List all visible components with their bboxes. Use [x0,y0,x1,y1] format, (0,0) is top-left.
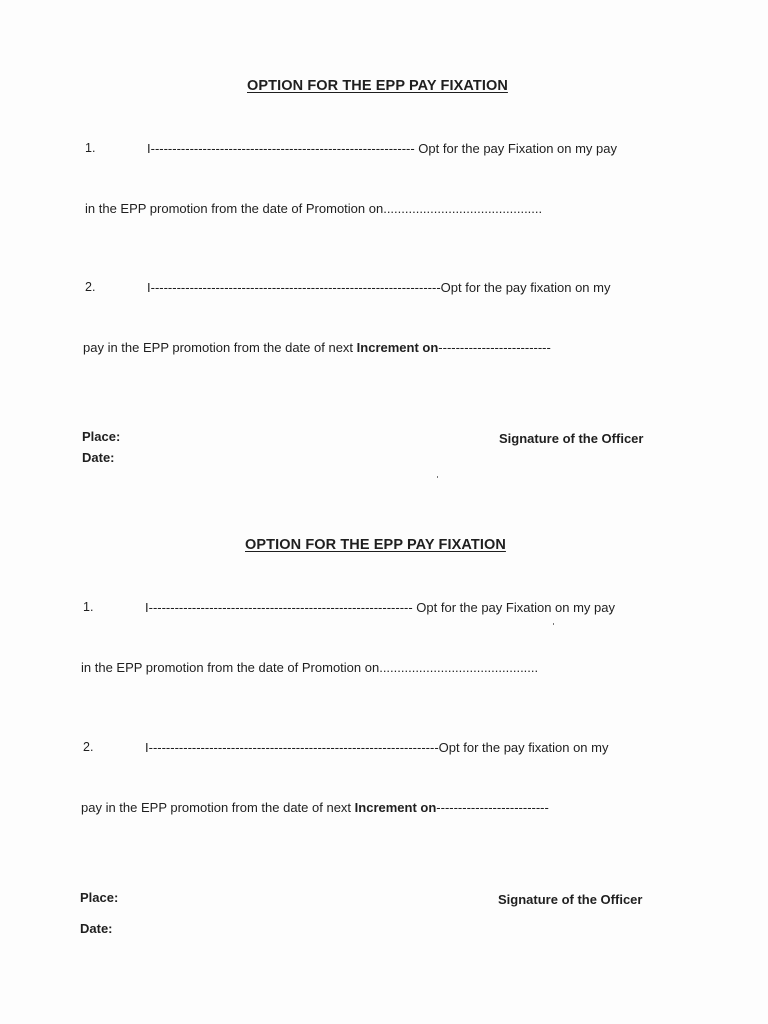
item-1-number: 1. [85,141,96,155]
date-label: Date: [82,450,115,465]
item-2-line-2 [81,800,549,816]
place-label: Place: [80,890,119,905]
signature-label: Signature of the Officer [499,431,644,446]
item-2-line-2-tail: -------------------------- [438,340,551,355]
item-2-number: 2. [85,280,96,294]
date-label: Date: [80,921,113,936]
signature-label: Signature of the Officer [498,892,643,907]
item-1-line-1: I------------------------------------------------------------- Opt for the pay Fixation on my pay [145,600,616,615]
item-2-line-2-text: pay in the EPP promotion from the date of next [81,800,355,815]
item-2-line-2 [83,340,551,356]
item-1-line-2: in the EPP promotion from the date of Promotion on............................................ [81,660,539,675]
form-title: OPTION FOR THE EPP PAY FIXATION [245,537,506,553]
item-2-line-2-bold: Increment on [356,340,439,355]
place-label: Place: [82,429,121,444]
item-2-line-2-text: pay in the EPP promotion from the date of next [83,340,357,355]
item-1-line-2: in the EPP promotion from the date of Promotion on............................................ [85,201,543,216]
item-2-line-2-bold: Increment on [354,800,437,815]
item-2-number: 2. [83,740,94,754]
item-1-line-1: I------------------------------------------------------------- Opt for the pay Fixation on my pay [147,141,618,156]
form-title: OPTION FOR THE EPP PAY FIXATION [247,78,508,94]
scan-speck [437,476,438,478]
item-2-line-1: I-------------------------------------------------------------------Opt for the pay fixation on my [147,280,611,295]
scan-speck [553,623,554,625]
item-2-line-2-tail: -------------------------- [436,800,549,815]
item-1-number: 1. [83,600,94,614]
item-2-line-1: I-------------------------------------------------------------------Opt for the pay fixation on my [145,740,609,755]
